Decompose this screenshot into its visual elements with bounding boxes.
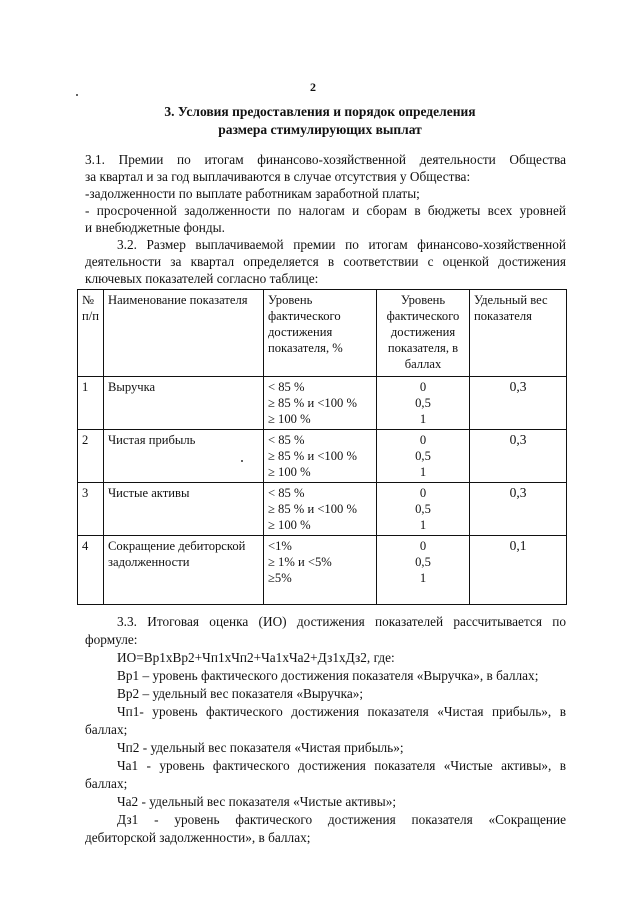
- level-line: ≥ 100 %: [268, 465, 311, 479]
- p31-line1: 3.1. Премии по итогам финансово-хозяйственной деятельности Общества: [85, 152, 566, 167]
- row-num: 2: [78, 430, 104, 483]
- p33-line2: формуле:: [85, 632, 138, 647]
- row-points: [377, 430, 470, 483]
- level-line: ≥5%: [268, 571, 292, 585]
- points-line: 1: [419, 518, 427, 532]
- row-levels: [264, 536, 377, 605]
- row-weight: 0,3: [470, 377, 567, 430]
- section-title-line2: размера стимулирующих выплат: [218, 122, 422, 137]
- row-levels: [264, 377, 377, 430]
- col-header-name: Наименование показателя: [104, 290, 264, 377]
- level-line: ≥ 100 %: [268, 518, 311, 532]
- col-header-level-points: Уровень фактического достижения показателя, в баллах: [377, 290, 470, 377]
- indicators-table: [77, 289, 567, 605]
- scan-speck: [76, 94, 78, 96]
- points-line: 1: [419, 412, 427, 426]
- row-name: Выручка: [104, 377, 264, 430]
- table-row: [78, 483, 567, 536]
- points-line: 0,5: [415, 555, 431, 569]
- p33-def5-cont: баллах;: [85, 776, 128, 791]
- p31-line5: и внебюджетные фонды.: [85, 220, 225, 235]
- p33-def1: Вр1 – уровень фактического достижения показателя «Выручка», в баллах;: [117, 668, 539, 683]
- p31-line2: за квартал и за год выплачиваются в случае отсутствия у Общества:: [85, 169, 471, 184]
- row-weight: 0,3: [470, 483, 567, 536]
- p33-line1: 3.3. Итоговая оценка (ИО) достижения показателей рассчитывается по: [117, 614, 566, 629]
- page-number: 2: [310, 80, 316, 94]
- scan-speck: [241, 460, 243, 462]
- p32-line3: ключевых показателей согласно таблице:: [85, 271, 319, 286]
- row-num: 4: [78, 536, 104, 605]
- row-levels: [264, 483, 377, 536]
- p31-line4: - просроченной задолженности по налогам и сборам в бюджеты всех уровней: [85, 203, 566, 218]
- p32-line2: деятельности за квартал определяется в соответствии с оценкой достижения: [85, 254, 566, 269]
- row-num: 3: [78, 483, 104, 536]
- section-title-line1: 3. Условия предоставления и порядок определения: [164, 104, 476, 119]
- p33-def6: Ча2 - удельный вес показателя «Чистые активы»;: [117, 794, 397, 809]
- level-line: ≥ 1% и <5%: [268, 555, 332, 569]
- points-line: 0: [419, 486, 427, 500]
- row-name: Чистая прибыль: [104, 430, 264, 483]
- row-name: Чистые активы: [104, 483, 264, 536]
- points-line: 0: [419, 539, 427, 553]
- table-header-row: [78, 290, 567, 377]
- p33-def3: Чп1- уровень фактического достижения показателя «Чистая прибыль», в: [117, 704, 566, 719]
- points-line: 0: [419, 433, 427, 447]
- row-points: [377, 483, 470, 536]
- row-num: 1: [78, 377, 104, 430]
- row-levels: [264, 430, 377, 483]
- p31-line3: -задолженности по выплате работникам заработной платы;: [85, 186, 420, 201]
- level-line: < 85 %: [268, 380, 305, 394]
- points-line: 0,5: [415, 449, 431, 463]
- level-line: < 85 %: [268, 486, 305, 500]
- level-line: < 85 %: [268, 433, 305, 447]
- level-line: ≥ 100 %: [268, 412, 311, 426]
- row-points: [377, 377, 470, 430]
- col-header-level-percent: Уровень фактического достижения показателя, %: [264, 290, 377, 377]
- level-line: <1%: [268, 539, 292, 553]
- level-line: ≥ 85 % и <100 %: [268, 502, 357, 516]
- col-header-weight: Удельный вес показателя: [470, 290, 567, 377]
- p33-def4: Чп2 - удельный вес показателя «Чистая прибыль»;: [117, 740, 404, 755]
- p33-def7: Дз1 - уровень фактического достижения показателя «Сокращение: [117, 812, 566, 827]
- col-header-num: № п/п: [78, 290, 104, 377]
- row-weight: 0,3: [470, 430, 567, 483]
- points-line: 0,5: [415, 502, 431, 516]
- points-line: 1: [419, 571, 427, 585]
- level-line: ≥ 85 % и <100 %: [268, 449, 357, 463]
- p33-def5: Ча1 - уровень фактического достижения показателя «Чистые активы», в: [117, 758, 566, 773]
- table-row: [78, 430, 567, 483]
- row-name: Сокращение дебиторской задолженности: [104, 536, 264, 605]
- p33-formula: ИО=Вр1хВр2+Чп1хЧп2+Ча1хЧа2+Дз1хДз2, где:: [117, 650, 395, 665]
- table-row: [78, 536, 567, 605]
- level-line: ≥ 85 % и <100 %: [268, 396, 357, 410]
- table-row: [78, 377, 567, 430]
- points-line: 0: [419, 380, 427, 394]
- points-line: 1: [419, 465, 427, 479]
- p33-def7-cont: дебиторской задолженности», в баллах;: [85, 830, 311, 845]
- row-points: [377, 536, 470, 605]
- points-line: 0,5: [415, 396, 431, 410]
- p32-line1: 3.2. Размер выплачиваемой премии по итогам финансово-хозяйственной: [117, 237, 566, 252]
- p33-def2: Вр2 – удельный вес показателя «Выручка»;: [117, 686, 364, 701]
- p33-def3-cont: баллах;: [85, 722, 128, 737]
- row-weight: 0,1: [470, 536, 567, 605]
